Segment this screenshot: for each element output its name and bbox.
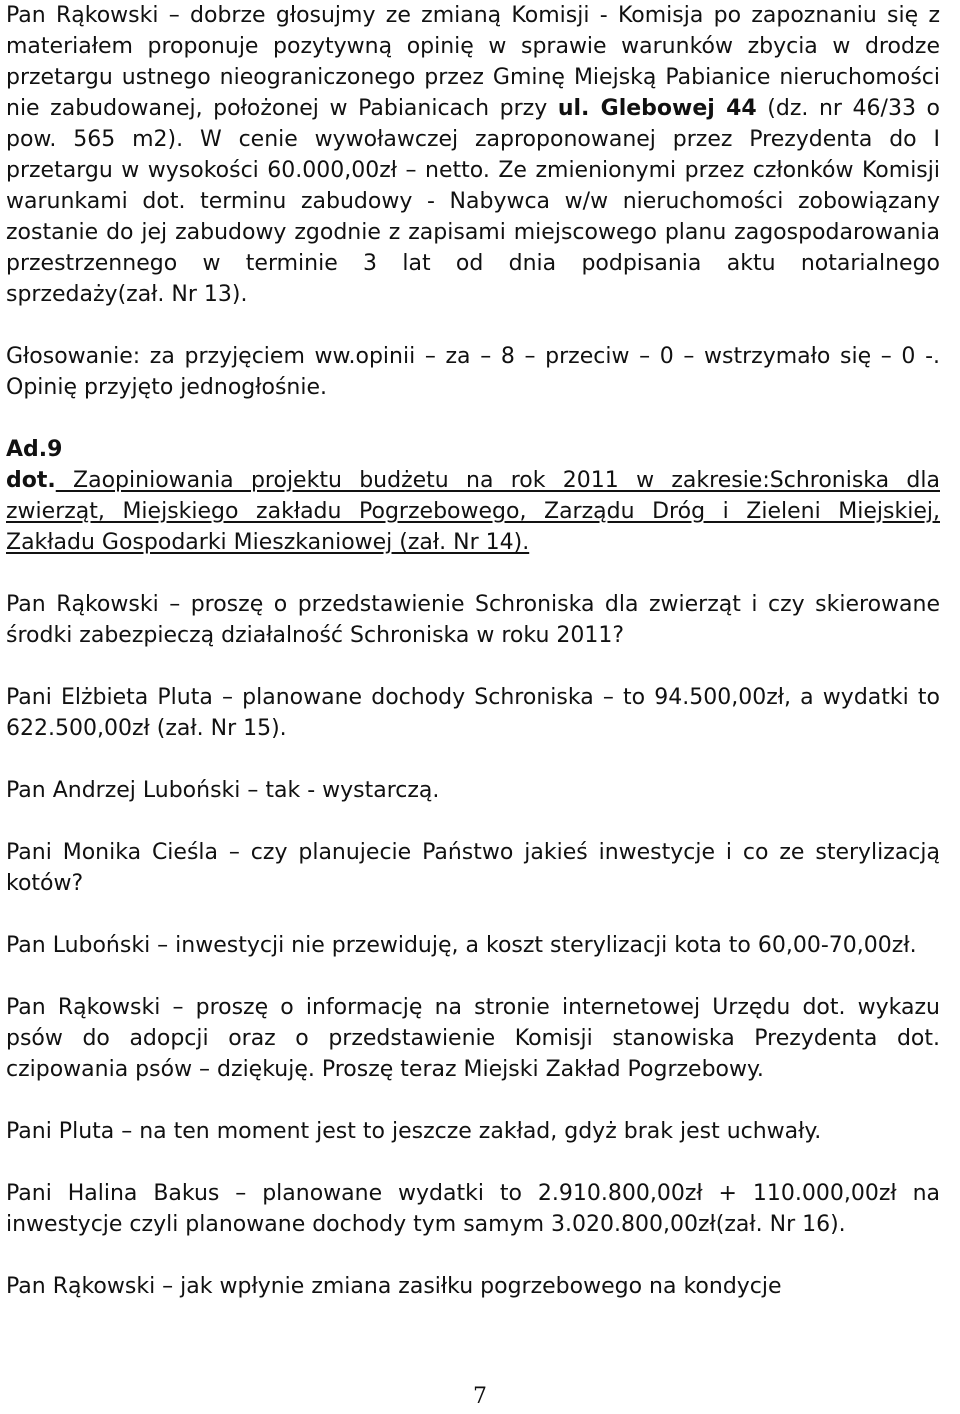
agenda-number: Ad.9 — [6, 437, 63, 462]
paragraph: Pani Monika Cieśla – czy planujecie Państwo jakieś inwestycje i co ze sterylizacją kotów? — [6, 840, 940, 896]
paragraph: Pan Rąkowski – proszę o informację na stronie internetowej Urzędu dot. wykazu psów do adopcji oraz o przedstawienie Komisji stanowiska Prezydenta dot. czipowania psów – dziękuję. Proszę teraz Miejski Zakład Pogrzebowy. — [6, 995, 940, 1082]
page-number: 7 — [473, 1384, 487, 1409]
paragraph: Pan Rąkowski – jak wpłynie zmiana zasiłku pogrzebowego na kondycje — [6, 1274, 782, 1299]
paragraph: Pani Halina Bakus – planowane wydatki to 2.910.800,00zł + 110.000,00zł na inwestycje czyli planowane dochody tym samym 3.020.800,00zł(zał. Nr 16). — [6, 1181, 940, 1237]
vote-result: Głosowanie: za przyjęciem ww.opinii – za – 8 – przeciw – 0 – wstrzymało się – 0 -. Opinię przyjęto jednogłośnie. — [6, 344, 940, 400]
paragraph: Pani Pluta – na ten moment jest to jeszcze zakład, gdyż brak jest uchwały. — [6, 1119, 822, 1144]
paragraph: Pani Elżbieta Pluta – planowane dochody Schroniska – to 94.500,00zł, a wydatki to 622.500,00zł (zał. Nr 15). — [6, 685, 940, 741]
agenda-dot-label: dot. — [6, 468, 56, 493]
document-page — [6, 0, 940, 1302]
paragraph-committee-opinion — [6, 0, 940, 310]
agenda-topic-text: Zaopiniowania projektu budżetu na rok 2011 w zakresie:Schroniska dla zwierząt, Miejskiego zakładu Pogrzebowego, Zarządu Dróg i Zieleni Miejskiej, Zakładu Gospodarki Mieszkaniowej (zał. Nr 14). — [6, 468, 940, 555]
paragraph: Pan Andrzej Luboński – tak - wystarczą. — [6, 778, 440, 803]
street-address: ul. Glebowej 44 — [557, 96, 757, 121]
paragraph: Pan Luboński – inwestycji nie przewiduję, a koszt sterylizacji kota to 60,00-70,00zł. — [6, 933, 917, 958]
paragraph-text: (dz. nr 46/33 o pow. 565 m2). W cenie wywoławczej zaproponowanej przez Prezydenta do I przetargu w wysokości 60.000,00zł – netto. Ze zmienionymi przez członków Komisji warunkami dot. terminu zabudowy - Nabywca w/w nieruchomości zobowiązany zostanie do jej zabudowy zgodnie z zapisami miejscowego planu zagospodarowania przestrzennego w terminie 3 lat od dnia podpisania aktu notarialnego sprzedaży(zał. Nr 13). — [6, 96, 940, 307]
paragraph-text: Pan Rąkowski – dobrze głosujmy ze zmianą Komisji - Komisja po zapoznaniu się z materiałem proponuje pozytywną opinię w sprawie warunków zbycia w drodze przetargu ustnego nieograniczonego przez Gminę Miejską Pabianice nieruchomości nie zabudowanej, położonej w Pabianicach przy — [6, 3, 940, 121]
paragraph: Pan Rąkowski – proszę o przedstawienie Schroniska dla zwierząt i czy skierowane środki zabezpieczą działalność Schroniska w roku 2011? — [6, 592, 940, 648]
agenda-topic — [6, 465, 940, 558]
